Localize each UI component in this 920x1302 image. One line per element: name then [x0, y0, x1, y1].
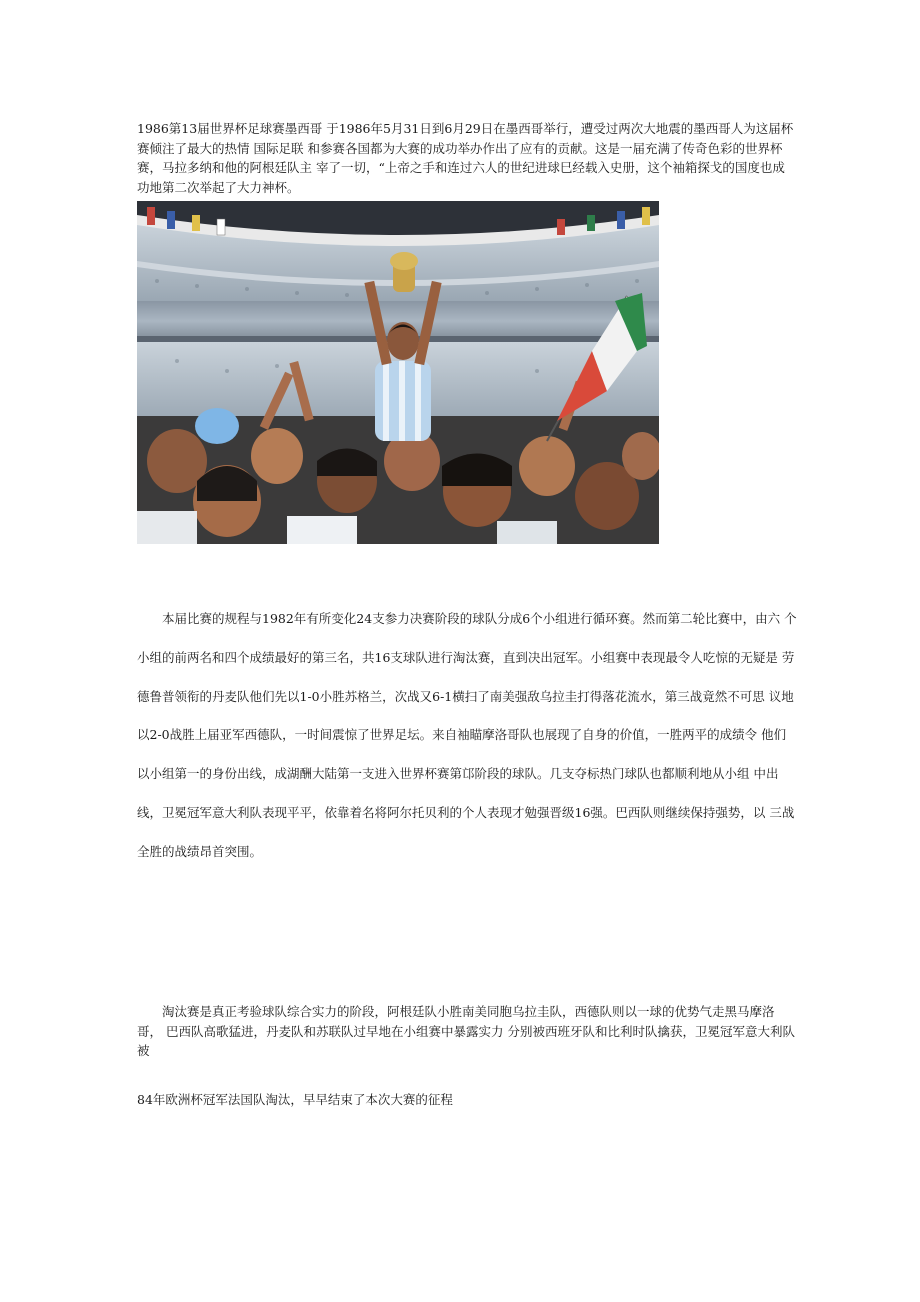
body-paragraph-3-tail: 84年欧洲杯冠军法国队淘汰，早早结束了本次大赛的征程: [137, 1092, 453, 1107]
intro-paragraph: 1986第13届世界杯足球赛墨西哥 于1986年5月31日到6月29日在墨西哥举行，遭受过两次大地震的墨西哥人为这届杯赛倾注了最大的热情 国际足联 和参赛各国都为大赛的成功举办作出了应有的贡献。这是一届充满了传奇色彩的世界杯赛，马拉多纳和他的阿根廷队主 宰了一切，“上帝之手和连过六人的世纪进球巳经载入史册，这个袖箱探戈的国度也成功地第二次举起了大力神杯。: [137, 121, 794, 195]
body-paragraph-2: 本届比赛的规程与1982年有所变化24支参力决赛阶段的球队分成6个小组进行循环赛。然而第二轮比赛中，由六 个小组的前两名和四个成绩最好的第三名，共16支球队进行淘汰赛，直到决出冠军。小组赛中表现最令人吃惊的无疑是 劳德鲁普领衔的丹麦队他们先以1-0小胜苏格兰，次战又6-1横扫了南美强敌乌拉圭打得落花流水，第三战竟然不可思 议地以2-0战胜上届亚军西德队，一时间震惊了世界足坛。来自袖瞄摩洛哥队也展现了自身的价值，一胜两平的成绩令 他们以小组第一的身份出线，成湖酬大陆第一支进入世界杯赛第邙阶段的球队。几支夺标热门球队也都顺利地从小组 中出线，卫冕冠军意大利队表现平平，依靠着名将阿尔托贝利的个人表现才勉强晋级16强。巴西队则继续保持强势，以 三战全胜的战绩昂首突围。: [137, 611, 797, 859]
body-paragraph-3: 淘汰赛是真正考验球队综合实力的阶段，阿根廷队小胜南美同胞乌拉圭队，西德队则以一球的优势气走黑马摩洛哥， 巴西队高歌猛进，丹麦队和苏联队过早地在小组赛中暴露实力 分别被西班牙队和比利时队擒获，卫冕冠军意大利队被: [137, 1004, 795, 1058]
stadium-celebration-photo: [137, 201, 659, 544]
